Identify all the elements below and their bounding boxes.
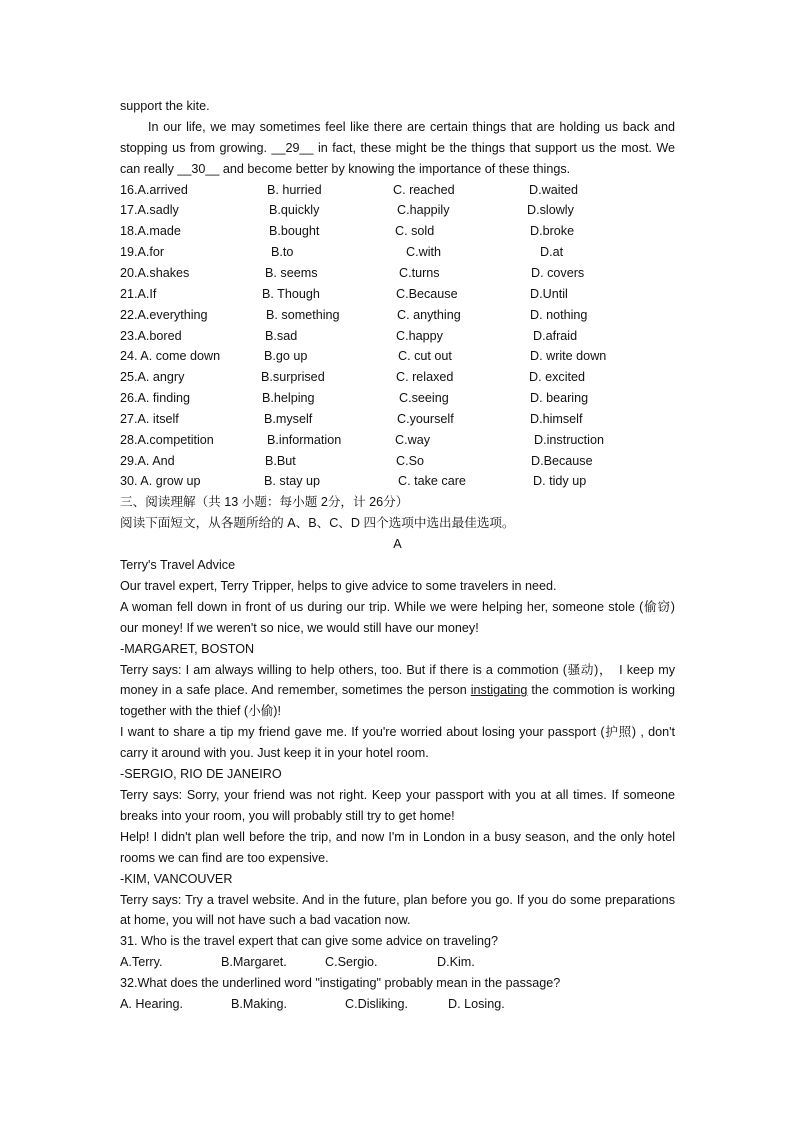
option-b: B.quickly — [269, 203, 320, 218]
option-a: 28.A.competition — [120, 432, 214, 447]
option-b: B. hurried — [267, 182, 322, 197]
option-row — [120, 367, 675, 388]
option-a: A.Terry. — [120, 955, 163, 970]
option-c: C.seeing — [399, 391, 449, 406]
option-b: B. stay up — [264, 474, 321, 489]
option-row — [120, 263, 675, 284]
option-row — [120, 284, 675, 305]
option-c: C. anything — [397, 307, 461, 322]
option-b: B.Making. — [231, 996, 287, 1011]
option-b: B.bought — [269, 224, 320, 239]
option-a: 25.A. angry — [120, 370, 185, 385]
option-c: C. take care — [398, 474, 466, 489]
option-c: C.Sergio. — [325, 955, 378, 970]
option-c: C.way — [395, 432, 430, 447]
option-d: D. Losing. — [448, 996, 505, 1011]
option-row — [120, 451, 675, 472]
reply-margaret — [120, 660, 675, 723]
option-a: 17.A.sadly — [120, 203, 179, 218]
option-d: D.Because — [531, 453, 593, 468]
option-c: C.yourself — [397, 411, 454, 426]
reply-sergio: Terry says: Sorry, your friend was not right. Keep your passport with you at all times. If someone breaks into your room, you will probably still try to get home! — [120, 787, 675, 823]
signature-sergio: -SERGIO, RIO DE JANEIRO — [120, 767, 282, 782]
option-c: C. reached — [393, 182, 455, 197]
option-c: C.turns — [399, 266, 440, 280]
exam-page — [120, 96, 675, 1015]
option-row — [120, 471, 675, 492]
option-a: 23.A.bored — [120, 328, 182, 343]
option-d: D.afraid — [533, 328, 578, 343]
option-row — [120, 242, 675, 263]
reply-kim: Terry says: Try a travel website. And in the future, plan before you go. If you do some preparations at home, you will not have such a bad vacation now. — [120, 892, 675, 928]
option-b: B.Margaret. — [221, 955, 287, 970]
option-b: B.surprised — [261, 370, 325, 385]
option-a: 16.A.arrived — [120, 182, 188, 197]
option-d: D.instruction — [534, 432, 604, 447]
option-c: C.with — [406, 245, 441, 260]
option-d: D.at — [540, 245, 564, 260]
reply-text: the commotion is working together with the thief (小偷)! — [120, 683, 675, 719]
option-a: 29.A. And — [120, 453, 175, 468]
option-d: D. nothing — [530, 307, 588, 322]
letter-sergio: I want to share a tip my friend gave me. If you're worried about losing your passport (护照) , don't carry it around with you. Just keep it in your hotel room. — [120, 725, 675, 761]
option-a: 27.A. itself — [120, 411, 179, 426]
option-row — [120, 200, 675, 221]
top-text: support the kite. — [120, 99, 210, 113]
option-b: B. seems — [265, 266, 318, 280]
option-row — [120, 388, 675, 409]
option-b: B.information — [267, 432, 342, 447]
letter-margaret: A woman fell down in front of us during our trip. While we were helping her, someone stole (偷窃) our money! If we weren't so nice, we would still have our money! — [120, 599, 675, 635]
option-a: 26.A. finding — [120, 391, 191, 406]
option-c: C.Because — [396, 286, 458, 301]
option-d: D. excited — [529, 370, 585, 385]
question-31-options — [120, 952, 675, 973]
passage-title: Terry's Travel Advice — [120, 558, 236, 572]
option-b: B.go up — [264, 349, 308, 364]
option-d: D.waited — [529, 182, 578, 197]
option-d: D. write down — [530, 349, 607, 364]
question-32: 32.What does the underlined word "instigating" probably mean in the passage? — [120, 976, 561, 991]
signature-kim: -KIM, VANCOUVER — [120, 871, 233, 886]
option-a: 24. A. come down — [120, 349, 221, 364]
option-d: D. covers — [531, 266, 585, 280]
options-list — [120, 180, 675, 493]
option-d: D.broke — [530, 224, 575, 239]
option-c: C.happy — [396, 328, 443, 343]
option-b: B. Though — [262, 286, 320, 301]
option-a: 22.A.everything — [120, 307, 208, 322]
option-row — [120, 346, 675, 367]
passage-letter: A — [393, 537, 402, 552]
intro-text: Our travel expert, Terry Tripper, helps to give advice to some travelers in need. — [120, 578, 557, 593]
option-a: A. Hearing. — [120, 996, 183, 1011]
cloze-paragraph: In our life, we may sometimes feel like there are certain things that are holding us back and stopping us from growing. __29__ in fact, these might be the things that support us the most. We can really __30__ and become better by knowing the importance of these things. — [120, 119, 675, 176]
option-row — [120, 409, 675, 430]
option-d: D.slowly — [527, 203, 574, 218]
option-b: B.helping — [262, 391, 315, 406]
option-d: D.Until — [530, 286, 568, 301]
section-title: 三、阅读理解（共 13 小题：每小题 2分，计 26分） — [120, 495, 409, 510]
option-d: D. tidy up — [533, 474, 587, 489]
question-31: 31. Who is the travel expert that can give some advice on traveling? — [120, 934, 499, 949]
letter-kim: Help! I didn't plan well before the trip, and now I'm in London in a busy season, and the only hotel rooms we can find are too expensive. — [120, 829, 675, 865]
option-a: 18.A.made — [120, 224, 181, 239]
option-c: C. sold — [395, 224, 435, 239]
option-c: C. cut out — [398, 349, 452, 364]
option-c: C.happily — [397, 203, 450, 218]
option-b: B.But — [265, 453, 296, 468]
option-d: D. bearing — [530, 391, 589, 406]
option-d: D.Kim. — [437, 955, 475, 970]
option-row — [120, 430, 675, 451]
option-row — [120, 180, 675, 201]
option-b: B.to — [271, 245, 294, 260]
option-b: B.myself — [264, 411, 313, 426]
option-a: 21.A.If — [120, 286, 157, 301]
option-row — [120, 326, 675, 347]
option-a: 19.A.for — [120, 245, 165, 260]
option-b: B. something — [266, 307, 340, 322]
question-32-options — [120, 994, 675, 1015]
section-instruction: 阅读下面短文，从各题所给的 A、B、C、D 四个选项中选出最佳选项。 — [120, 516, 515, 531]
option-c: C. relaxed — [396, 370, 454, 385]
reply-text: Terry says: I am always willing to help others, too. But if there is a commotion (骚动)， I keep my money in a safe place. And remember, sometimes the person — [120, 662, 675, 698]
option-b: B.sad — [265, 328, 298, 343]
underlined-word: instigating — [470, 683, 528, 698]
option-row — [120, 305, 675, 326]
option-a: 20.A.shakes — [120, 266, 190, 280]
signature-margaret: -MARGARET, BOSTON — [120, 641, 255, 656]
option-c: C.Disliking. — [345, 996, 408, 1011]
option-c: C.So — [396, 453, 424, 468]
option-a: 30. A. grow up — [120, 474, 201, 489]
option-d: D.himself — [530, 411, 583, 426]
option-row — [120, 221, 675, 242]
